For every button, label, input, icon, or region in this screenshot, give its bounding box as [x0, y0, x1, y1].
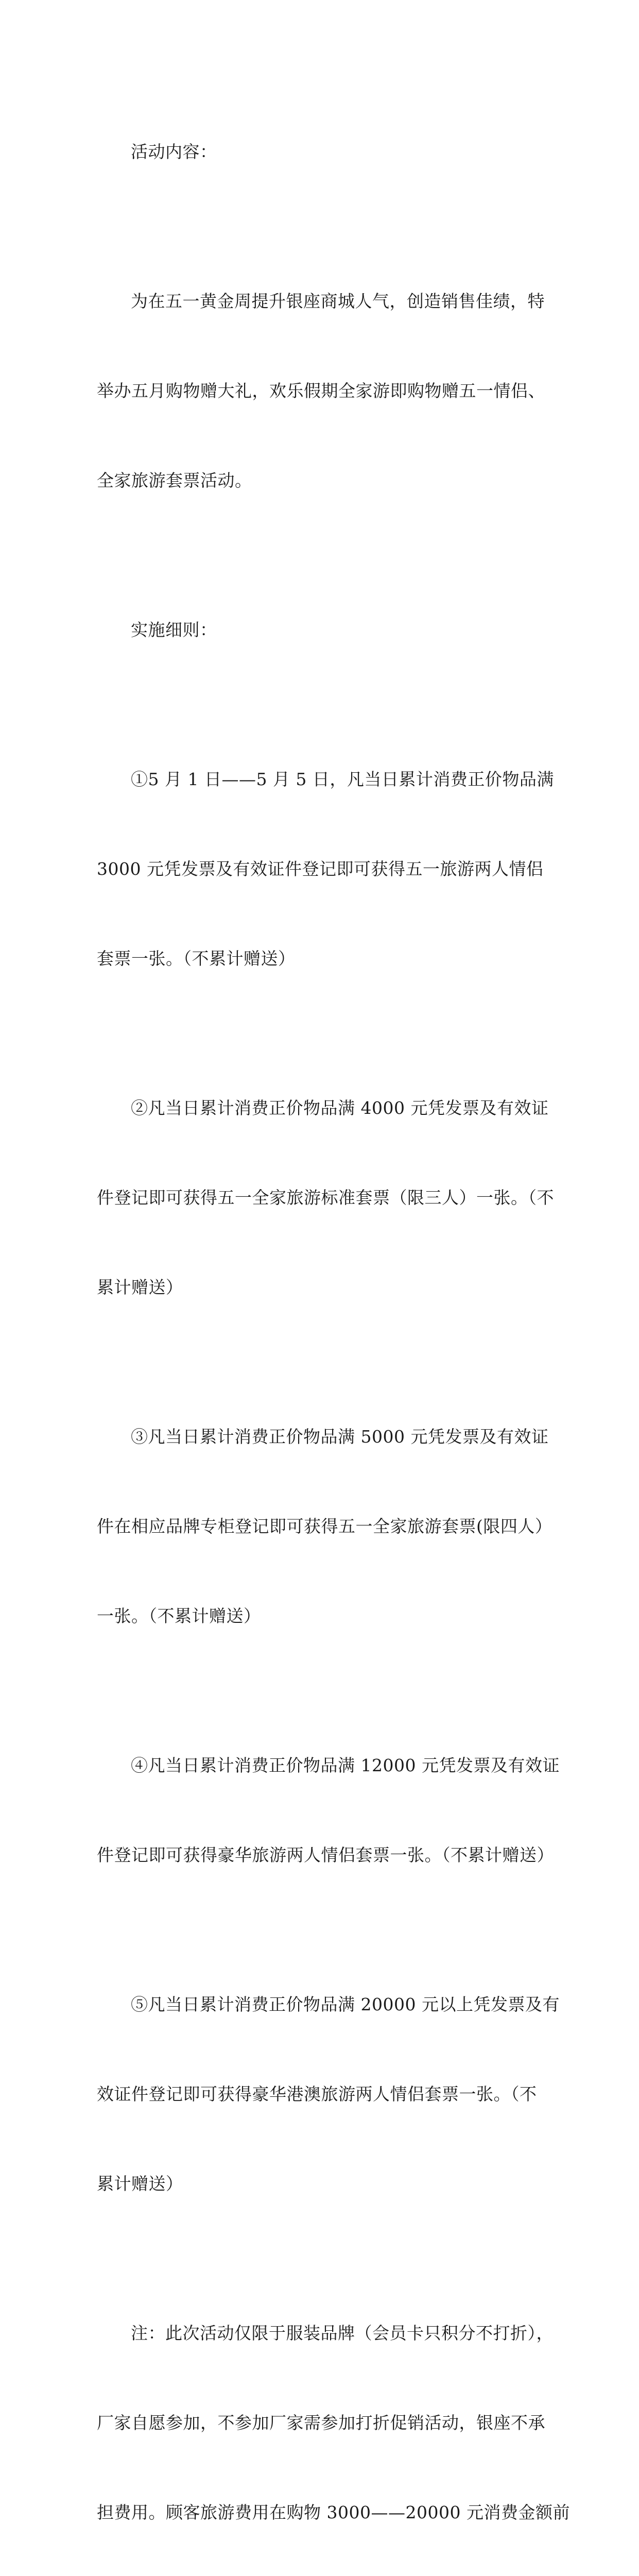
- paragraph-line: ②凡当日累计消费正价物品满 4000 元凭发票及有效证: [131, 1098, 549, 1118]
- paragraph-line: 套票一张。（不累计赠送）: [97, 948, 296, 969]
- paragraph-line: 厂家自愿参加，不参加厂家需参加打折促销活动，银座不承: [97, 2413, 545, 2433]
- document-page: [97, 77, 570, 2576]
- paragraph-line: 注：此次活动仅限于服装品牌（会员卡只积分不打折），: [131, 2323, 554, 2343]
- paragraph-line: 件在相应品牌专柜登记即可获得五一全家旅游套票(限四人）: [97, 1516, 552, 1536]
- section-heading-content: [97, 77, 550, 227]
- heading-text: 活动内容：: [131, 142, 217, 162]
- paragraph-line: 累计赠送）: [97, 2174, 183, 2194]
- rule-item-1: [97, 705, 554, 1033]
- paragraph-line: 全家旅游套票活动。: [97, 470, 252, 490]
- paragraph-line: 件登记即可获得豪华旅游两人情侣套票一张。（不累计赠送）: [97, 1845, 554, 1865]
- note-paragraph: [97, 2259, 570, 2576]
- intro-paragraph: [97, 227, 550, 555]
- heading-text: 实施细则：: [131, 620, 217, 640]
- paragraph-line: 一张。（不累计赠送）: [97, 1606, 261, 1626]
- paragraph-line: ⑤凡当日累计消费正价物品满 20000 元以上凭发票及有: [131, 1994, 560, 2014]
- rule-item-2: [97, 1033, 554, 1362]
- paragraph-line: ①5 月 1 日——5 月 5 日，凡当日累计消费正价物品满: [131, 769, 554, 789]
- paragraph-line: ④凡当日累计消费正价物品满 12000 元凭发票及有效证: [131, 1755, 560, 1775]
- section-heading-rules: [97, 555, 550, 705]
- paragraph-line: 担费用。顾客旅游费用在购物 3000——20000 元消费金额前: [97, 2502, 570, 2522]
- rule-item-4: [97, 1691, 560, 1930]
- paragraph-line: 累计赠送）: [97, 1277, 183, 1297]
- paragraph-line: ③凡当日累计消费正价物品满 5000 元凭发票及有效证: [131, 1427, 549, 1447]
- paragraph-line: 为在五一黄金周提升银座商城人气，创造销售佳绩，特: [131, 291, 545, 311]
- rule-item-3: [97, 1362, 550, 1691]
- rule-item-5: [97, 1930, 560, 2259]
- paragraph-line: 举办五月购物赠大礼，欢乐假期全家游即购物赠五一情侣、: [97, 381, 545, 401]
- paragraph-line: 效证件登记即可获得豪华港澳旅游两人情侣套票一张。（不: [97, 2084, 537, 2104]
- paragraph-line: 3000 元凭发票及有效证件登记即可获得五一旅游两人情侣: [97, 859, 544, 879]
- paragraph-line: 件登记即可获得五一全家旅游标准套票（限三人）一张。（不: [97, 1188, 554, 1208]
